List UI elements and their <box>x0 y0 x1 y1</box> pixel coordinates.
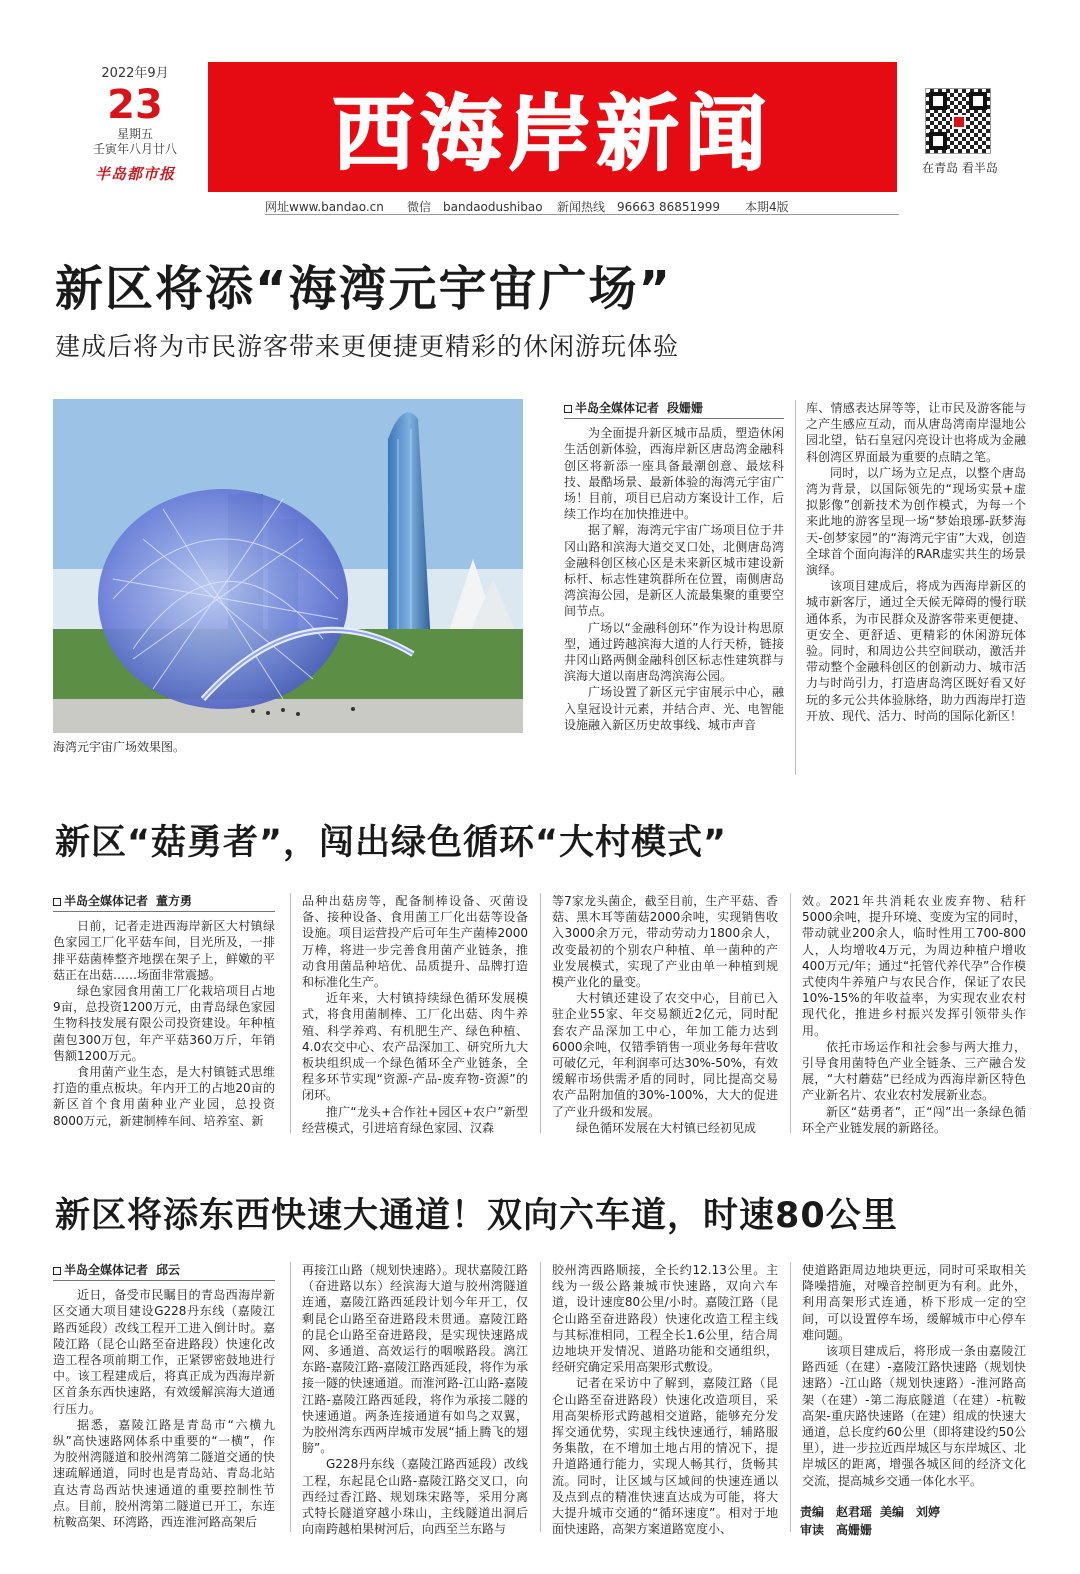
story3-byline: 半岛全媒体记者 邱云 <box>53 1262 275 1281</box>
paragraph: 胶州湾西路顺接，全长约12.13公里。主线为一级公路兼城市快速路，双向六车道，设计速度80公里/小时。嘉陵江路（昆仑山路至奋进路段）快速化改造工程主线与其标准相同，工程全长1.6公里，结合周边地块开发情况、道路功能和交通组织，经研究确定采用高架形式敷设。 <box>552 1263 778 1375</box>
paragraph: 据悉，嘉陵江路是青岛市“六横九纵”高快速路网体系中重要的“一横”，作为胶州湾隧道和胶州湾第二隧道交通的快速疏解通道，同时也是青岛站、青岛北站直达青岛西站快速通道的重要控制性节点。目前，胶州湾第二隧道已开工，东连杭鞍高架、环湾路，西连淮河路高架后 <box>53 1417 275 1530</box>
paragraph: 记者在采访中了解到，嘉陵江路（昆仑山路至奋进路段）快速化改造项目，采用高架桥形式跨越相交道路，能够充分发挥交通优势，实现主线快速通行，辅路服务集散，在不增加土地占用的情况下，提升道路通行能力，实现人畅其行，货畅其流。同时，让区域与区域间的快速连通以及点到点的精准快速直达成为可能，将大大提升城市交通的“循环速度”。相对于地面快速路，高架方案道路宽度小、 <box>552 1376 778 1537</box>
paper-logo: 半岛都市报 <box>94 165 175 183</box>
weekday: 星期五 <box>116 127 153 141</box>
paragraph: 该项目建成后，将形成一条由嘉陵江路西延（在建）-嘉陵江路快速路（规划快速路）-江山路（规划快速路）-淮河路高架（在建）-第二海底隧道（在建）-杭鞍高架-重庆路快速路（在建）组成的快速大通道，总长度约60公里（即将建设约50公里），进一步拉近西岸城区与东岸城区、北岸城区的距离，增强各城区间的经济文化交流，提高城乡交通一体化水平。 <box>802 1344 1026 1488</box>
art-editor-credit: 美编 刘婷 <box>880 1505 941 1519</box>
paragraph: 等7家龙头菌企，截至目前，生产平菇、香菇、黑木耳等菌菇2000余吨，实现销售收入3000余万元，带动劳动力1800余人，改变最初的个别农户种植、单一菌种的产业发展模式，实现了产业由单一种植到规模产业化的量变。 <box>552 894 778 990</box>
date-block <box>80 62 190 184</box>
story1-column-2 <box>806 400 1026 780</box>
story2-column-2 <box>302 893 528 1143</box>
story2-byline: 半岛全媒体记者 董方勇 <box>53 893 275 912</box>
lunar-date: 壬寅年八月廿八 <box>92 142 177 156</box>
paragraph: 使道路距周边地块更远，同时可采取相关降噪措施，对噪音控制更为有利。此外，利用高架形式连通，桥下形成一定的空间，可以设置停车场，缓解城市中心停车难问题。 <box>802 1263 1026 1342</box>
paragraph: 品种出菇房等，配备制棒设备、灭菌设备、接种设备、食用菌工厂化出菇等设备设施。项目运营投产后可年生产菌棒2000万棒，将进一步完善食用菌产业链条，推动食用菌品种培优、品质提升、品牌打造和标准化生产。 <box>302 894 528 990</box>
paragraph: 近年来，大村镇持续绿色循环发展模式，将食用菌制棒、工厂化出菇、肉牛养殖、科学养鸡、有机肥生产、绿色种植、4.0农交中心、农产品深加工、研究所九大板块组织成一个绿色循环全产业链条，全程多环节实现“资源-产品-废弃物-资源”的闭环。 <box>302 991 528 1103</box>
column-divider <box>290 893 291 1133</box>
column-divider <box>790 893 791 1133</box>
paragraph: G228丹东线（嘉陵江路西延段）改线工程，东起昆仑山路-嘉陵江路交叉口，向西经过香江路、规划珠宋路等，采用分离式特长隧道穿越小珠山，主线隧道出洞后向南跨越柏果树河后，向西至兰东路与 <box>302 1457 528 1537</box>
paragraph: 绿色循环发展在大村镇已经初见成 <box>576 1120 757 1135</box>
story3-column-1 <box>53 1262 275 1537</box>
story1-image <box>53 399 523 733</box>
column-divider <box>540 1262 541 1532</box>
story3-column-3 <box>552 1262 778 1537</box>
reporter-name: 段姗姗 <box>667 401 704 415</box>
paragraph: 绿色家园食用菌工厂化栽培项目占地9亩，总投资1200万元，由青岛绿色家园生物科技发展有限公司投资建设。年种植菌包300万包，年产平菇360万斤，年销售额1200万元。 <box>53 984 275 1063</box>
paragraph: 推广“龙头+合作社+园区+农户”新型经营模式，引进培育绿色家园、汉森 <box>302 1104 528 1135</box>
paragraph: 效。2021年共消耗农业废弃物、秸秆5000余吨，提升环境、变废为宝的同时，带动就业200余人，临时性用工700-800人，人均增收4万元，为周边种植户增收400万元/年；通过“托管代养代孕”合作模式使肉牛养殖户与农民合作，保证了农民10%-15%的年收益率，为实现农业农村现代化，推进乡村振兴发挥引领带头作用。 <box>802 894 1026 1038</box>
reporter-name: 董方勇 <box>156 894 193 908</box>
story3-column-4 <box>802 1262 1026 1498</box>
story1-headline[interactable]: 新区将添“海湾元宇宙广场” <box>55 261 673 317</box>
paragraph: 近日，备受市民瞩目的青岛西海岸新区交通大项目建设G228丹东线（嘉陵江路西延段）改线工程开工进入倒计时。嘉陵江路（昆仑山路至奋进路段）快速化改造工程各项前期工作，正紧锣密鼓地进行中。该工程建成后，将真正成为西海岸新区首条东西快速路，有效缓解滨海大道通行压力。 <box>53 1288 275 1416</box>
editor-credit: 责编 赵君瑶 <box>800 1505 873 1519</box>
paragraph: 大村镇还建设了农交中心，目前已入驻企业55家、年交易额近2亿元，同时配套农产品深加工中心，年加工能力达到6000余吨，仅错季销售一项业务每年营收可破亿元，年利润率可达30%-50%，有效缓解市场供需矛盾的同时，同比提高交易农产品附加值的30%-100%，大大的促进了产业升级和发展。 <box>552 991 778 1119</box>
edition-count: 本期4版 <box>745 199 789 214</box>
story3-headline[interactable]: 新区将添东西快速大通道！双向六车道，时速80公里 <box>55 1196 898 1236</box>
date-day: 23 <box>107 82 163 128</box>
story3-column-2 <box>302 1262 528 1537</box>
info-bar <box>265 197 899 215</box>
paragraph: 依托市场运作和社会参与两大推力，引导食用菌特色产业全链条、三产融合发展，“大村蘑菇”已经成为西海岸新区特色产业新名片、农业农村发展新业态。 <box>802 1039 1026 1103</box>
paragraph: 据了解，海湾元宇宙广场项目位于井冈山路和滨海大道交叉口处，北侧唐岛湾金融科创区核心区是未来新区城市建设新标杆、标志性建筑群所在位置，南侧唐岛湾滨海公园，是新区人流最集聚的重要空间节点。 <box>564 523 784 619</box>
story2-column-1 <box>53 893 275 1143</box>
reporter-name: 邱云 <box>156 1263 181 1277</box>
paragraph: 再接江山路（规划快速路）。现状嘉陵江路（奋进路以东）经滨海大道与胶州湾隧道连通，嘉陵江路西延段计划今年开工，仅剩昆仑山路至奋进路段未贯通。嘉陵江路的昆仑山路至奋进路段，是实现快速路成网、多通道、高效运行的咽喉路段。漓江东路-嘉陵江路-嘉陵江路西延段，将作为承接一隧的快速通道。而淮河路-江山路-嘉陵江路-嘉陵江路西延段，将作为承接二隧的快速通道。两条连接通道有如鸟之双翼，为胶州湾东西两岸城市发展“插上腾飞的翅膀”。 <box>302 1263 528 1456</box>
newspaper-title: 西海岸新闻 <box>332 85 773 182</box>
story2-column-4 <box>802 893 1026 1143</box>
paragraph: 该项目建成后，将成为西海岸新区的城市新客厅，通过全天候无障碍的慢行联通体系，为市民群众及游客带来更便捷、更安全、更舒适、更精彩的休闲游玩体验。同时，和周边公共空间联动，激活并带动整个金融科创区的创新动力、城市活力与时尚引力，打造唐岛湾区既好看又好玩的多元公共体验脉络，助力西海岸打造开放、现代、活力、时尚的国际化新区！ <box>806 579 1026 723</box>
paragraph: 同时，以广场为立足点，以整个唐岛湾为背景，以国际领先的“现场实景+虚拟影像”创新技术为创作模式，为每一个来此地的游客呈现一场“梦始琅琊-跃梦海天-创梦家园”的“海湾元宇宙”大戏，创造全球首个面向海洋的RAR虚实共生的场景演绎。 <box>806 465 1026 578</box>
reviewer-credit: 审读 高姗姗 <box>800 1523 873 1537</box>
square-icon <box>53 1267 61 1275</box>
paragraph: 食用菌产业生态，是大村镇链式思维打造的重点板块。年内开工的占地20亩的新区首个食用菌种业产业园，总投资8000万元，新建制棒车间、培养室、新 <box>53 1065 275 1128</box>
story1-subheadline: 建成后将为市民游客带来更便捷更精彩的休闲游玩体验 <box>55 332 680 361</box>
column-divider <box>540 893 541 1133</box>
story2-column-3 <box>552 893 778 1143</box>
divider <box>265 214 899 215</box>
wechat-id: 微信 bandaodushibao <box>407 199 543 214</box>
story1-column-1 <box>564 400 784 780</box>
date-year-month: 2022年9月 <box>101 66 169 81</box>
paragraph: 新区“菇勇者”，正“闯”出一条绿色循环全产业链发展的新路径。 <box>802 1104 1026 1135</box>
paragraph: 库、情感表达屏等等，让市民及游客能与之产生感应互动，而从唐岛湾南岸湿地公园北望，钻石皇冠闪亮设计也将成为金融科创湾区界面最为重要的点睛之笔。 <box>806 401 1026 464</box>
editorial-credits <box>800 1503 948 1539</box>
column-divider <box>795 400 796 775</box>
square-icon <box>53 898 61 906</box>
news-hotline: 新闻热线 96663 86851999 <box>557 199 721 214</box>
paragraph: 为全面提升新区城市品质，塑造休闲生活创新体验，西海岸新区唐岛湾金融科创区将新添一座具备最潮创意、最炫科技、最酷场景、最新体验的海湾元宇宙广场！目前，项目已启动方案设计工作，后续工作均在加快推进中。 <box>564 426 784 522</box>
story2-headline[interactable]: 新区“菇勇者”，闯出绿色循环“大村模式” <box>55 823 728 863</box>
story1-byline: 半岛全媒体记者 段姗姗 <box>564 400 784 419</box>
paragraph: 广场以“金融科创环”作为设计构思原型，通过跨越滨海大道的人行天桥，链接井冈山路两侧金融科创区标志性建筑群与滨海大道以南唐岛湾滨海公园。 <box>564 620 784 684</box>
paragraph: 广场设置了新区元宇宙展示中心，融入皇冠设计元素，并结合声、光、电智能设施融入新区历史故事线、城市声音 <box>564 685 784 732</box>
website-link[interactable]: 网址www.bandao.cn <box>265 199 384 214</box>
masthead-banner <box>208 62 897 192</box>
square-icon <box>564 405 572 413</box>
qr-code-icon[interactable] <box>925 88 991 154</box>
qr-caption: 在青岛 看半岛 <box>922 161 998 175</box>
paragraph: 日前，记者走进西海岸新区大村镇绿色家园工厂化平菇车间，目光所及，一排排平菇菌棒整齐地摆在架子上，鲜嫩的平菇正在出菇……场面非常震撼。 <box>53 919 275 982</box>
column-divider <box>290 1262 291 1532</box>
story1-image-caption: 海湾元宇宙广场效果图。 <box>53 740 186 754</box>
column-divider <box>790 1262 791 1532</box>
